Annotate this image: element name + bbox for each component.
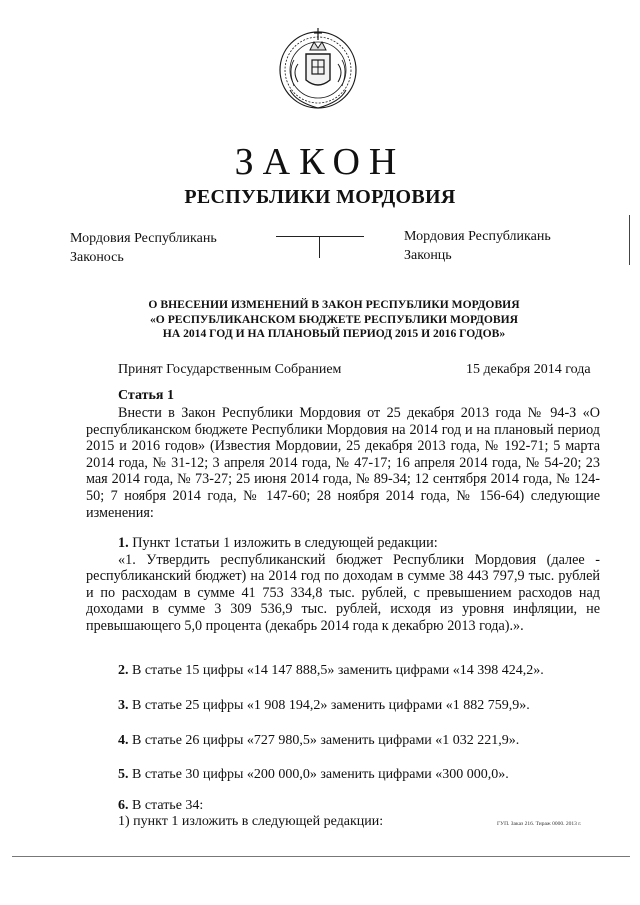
print-footer-note: ГУП. Заказ 216. Тираж 0000. 2013 г. — [497, 821, 582, 827]
article-title: Статья 1 — [118, 388, 174, 403]
header-divider-horizontal — [276, 236, 364, 237]
amendment-item-4-text: В статье 26 цифры «727 980,5» заменить цифрами «1 032 221,9». — [132, 733, 520, 748]
right-language-line-2: Законць — [404, 248, 452, 263]
coat-of-arms-emblem — [276, 20, 360, 112]
amendment-item-6-subitem: 1) пункт 1 изложить в следующей редакции: — [118, 814, 384, 829]
amendment-item-6-number: 6. — [118, 798, 129, 813]
law-heading-line-3: НА 2014 ГОД И НА ПЛАНОВЫЙ ПЕРИОД 2015 И 2016 ГОДОВ» — [162, 327, 506, 340]
amendment-item-1-text: Пункт 1статьи 1 изложить в следующей редакции: — [132, 535, 438, 551]
amendment-item-3-text: В статье 25 цифры «1 908 194,2» заменить цифрами «1 882 759,9». — [132, 698, 530, 713]
amendment-item-5-number: 5. — [118, 767, 129, 782]
article-intro-paragraph: Внести в Закон Республики Мордовия от 25 декабря 2013 года № 94-З «О республиканском бюджете Республики Мордовия на 2014 год и на плановый период 2015 и 2016 годов» (Известия Мордовии, 25 декабря 2013 года, № 192-71; 5 марта 2014 года, № 31-12; 3 апреля 2014 года, № 47-17; 16 апреля 2014 года, № 54-20; 23 мая 2014 года, № 73-27; 25 июня 2014 года, № 89-34; 12 сентября 2014 года, № 124-50; 7 ноября 2014 года, № 147-60; 28 ноября 2014 года, № 156-64) следующие изменения: — [86, 405, 600, 521]
document-title: ЗАКОН — [234, 141, 406, 183]
amendment-item-1 — [86, 535, 600, 635]
amendment-item-2-text: В статье 15 цифры «14 147 888,5» заменить цифрами «14 398 424,2». — [132, 663, 544, 678]
left-language-line-1: Мордовия Республикань — [70, 231, 217, 246]
left-language-line-2: Законось — [70, 250, 124, 265]
amendment-item-2 — [118, 663, 544, 679]
amendment-item-2-number: 2. — [118, 663, 129, 678]
amendment-item-1-header — [86, 535, 600, 552]
amendment-item-3 — [118, 698, 530, 714]
amendment-item-4-number: 4. — [118, 733, 129, 748]
right-language-title — [404, 227, 551, 265]
amendment-item-5-text: В статье 30 цифры «200 000,0» заменить цифрами «300 000,0». — [132, 767, 509, 782]
law-heading-line-2: «О РЕСПУБЛИКАНСКОМ БЮДЖЕТЕ РЕСПУБЛИКИ МОРДОВИЯ — [150, 312, 518, 326]
amendment-item-1-number: 1. — [118, 535, 129, 551]
header-divider-vertical — [319, 236, 320, 258]
left-language-title — [70, 229, 217, 267]
adopted-by: Принят Государственным Собранием — [118, 362, 342, 377]
adopted-date: 15 декабря 2014 года — [466, 362, 591, 377]
amendment-item-6-text: В статье 34: — [132, 798, 204, 813]
law-heading — [60, 298, 608, 342]
document-subtitle: РЕСПУБЛИКИ МОРДОВИЯ — [184, 186, 456, 208]
right-language-line-1: Мордовия Республикань — [404, 229, 551, 244]
amendment-item-1-quote: «1. Утвердить республиканский бюджет Республики Мордовия (далее - республиканский бюджет) на 2014 год по доходам в сумме 38 443 797,9 тыс. рублей и по расходам в сумме 41 753 334,8 тыс. рублей, с превышением расходов над доходами в сумме 3 309 536,9 тыс. рублей, исходя из уровня инфляции, не превышающего 5,0 процента (декабрь 2014 года к декабрю 2013 года).». — [86, 551, 600, 634]
amendment-item-5 — [118, 767, 509, 783]
law-heading-line-1: О ВНЕСЕНИИ ИЗМЕНЕНИЙ В ЗАКОН РЕСПУБЛИКИ МОРДОВИЯ — [148, 298, 520, 311]
amendment-item-3-number: 3. — [118, 698, 129, 713]
page-bottom-margin — [0, 862, 640, 905]
scan-edge-mark — [629, 215, 630, 265]
page-bottom-rule — [12, 856, 630, 857]
amendment-item-6 — [118, 798, 203, 814]
amendment-item-4 — [118, 733, 519, 749]
